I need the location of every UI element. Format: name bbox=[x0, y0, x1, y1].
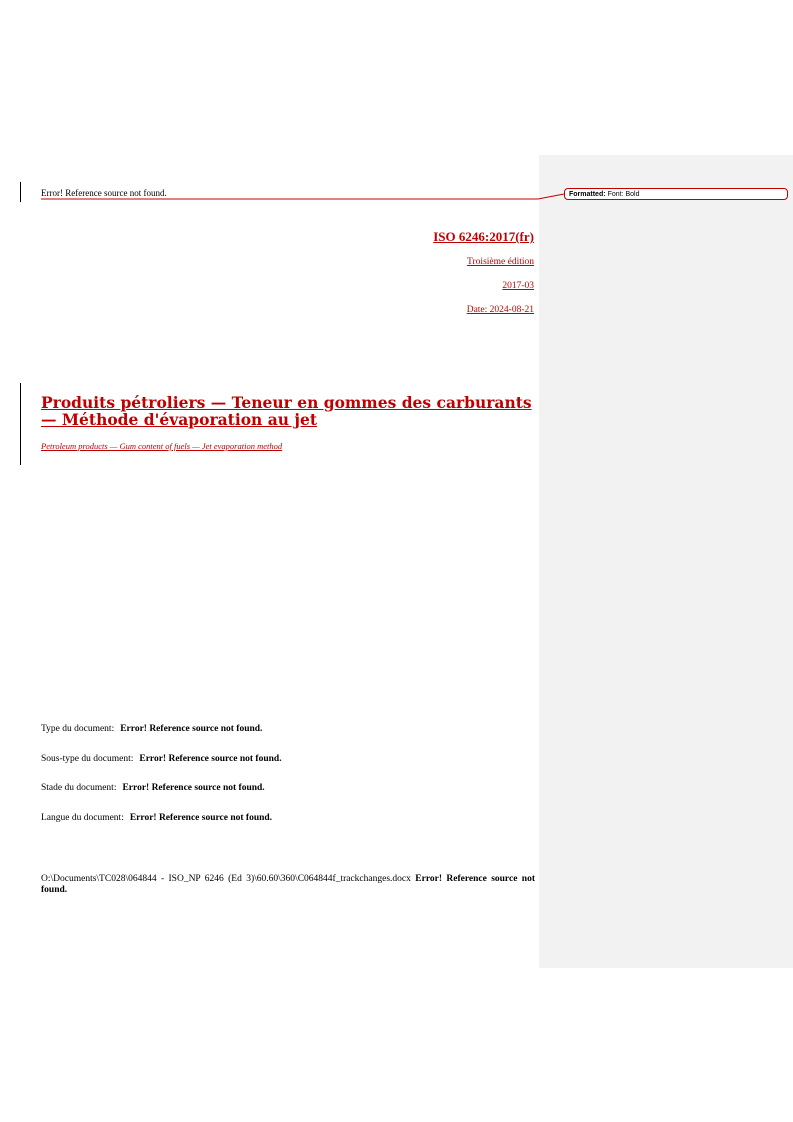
comment-label: Formatted: bbox=[569, 191, 606, 198]
field-document-language bbox=[41, 813, 272, 823]
header-reference-error: Error! Reference source not found. bbox=[41, 188, 167, 198]
file-path-footer bbox=[41, 874, 535, 896]
change-bar bbox=[20, 383, 21, 465]
change-bar bbox=[20, 182, 21, 202]
file-path: O:\Documents\TC028\064844 - ISO_NP 6246 (Ed 3)\60.60\360\C064844f_trackchanges.docx bbox=[41, 874, 411, 884]
field-value: Error! Reference source not found. bbox=[139, 754, 282, 764]
formatting-comment-balloon[interactable] bbox=[564, 188, 788, 200]
document-title-en: Petroleum products — Gum content of fuels — Jet evaporation method bbox=[41, 441, 283, 451]
field-document-type bbox=[41, 724, 262, 734]
field-value: Error! Reference source not found. bbox=[122, 783, 265, 793]
publication-date: 2017-03 bbox=[502, 281, 534, 291]
field-value: Error! Reference source not found. bbox=[129, 813, 273, 823]
field-value: Error! Reference source not found. bbox=[120, 724, 263, 734]
edition: Troisième édition bbox=[467, 257, 534, 267]
current-date: Date: 2024-08-21 bbox=[466, 305, 534, 315]
document-title-fr: Produits pétroliers — Teneur en gommes des carburants — Méthode d'évaporation au jet bbox=[41, 393, 532, 429]
field-label: Stade du document: bbox=[41, 783, 117, 793]
file-path-error: Error! Reference source not found. bbox=[41, 874, 535, 895]
field-label: Type du document: bbox=[41, 724, 115, 734]
markup-pane bbox=[539, 155, 793, 968]
field-document-subtype bbox=[41, 754, 282, 764]
field-document-stage bbox=[41, 783, 265, 793]
field-label: Langue du document: bbox=[41, 813, 124, 823]
comment-text: Font: Bold bbox=[607, 191, 640, 198]
iso-reference: ISO 6246:2017(fr) bbox=[433, 229, 534, 244]
field-label: Sous-type du document: bbox=[41, 754, 134, 764]
